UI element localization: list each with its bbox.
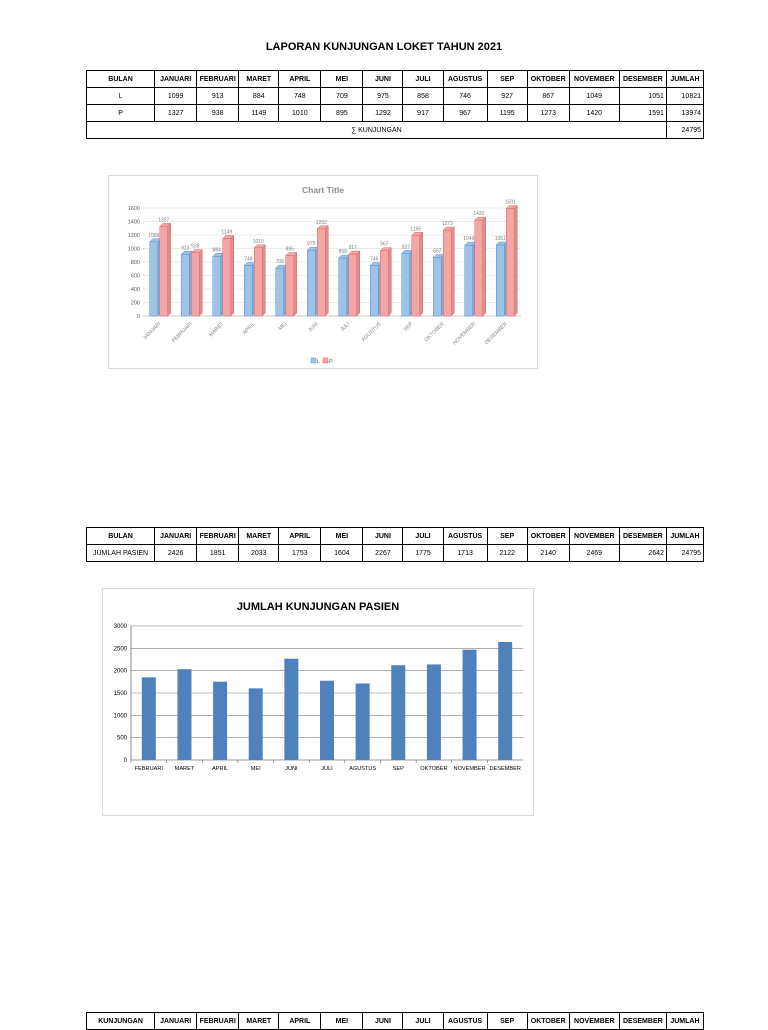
data-label: 975 xyxy=(307,241,316,248)
bar-L xyxy=(307,250,315,316)
chart-visits-by-gender-svg xyxy=(109,176,537,368)
table-cell: 927 xyxy=(487,88,527,105)
table-row xyxy=(87,88,704,105)
legend-swatch xyxy=(323,358,328,363)
table-cell: 1292 xyxy=(363,105,403,122)
x-tick-label: MARET xyxy=(174,766,195,772)
chart-title: Chart Title xyxy=(302,185,344,195)
bar-L xyxy=(339,258,347,316)
table-cell: SEP xyxy=(487,71,527,88)
bar-side xyxy=(168,223,171,316)
bar xyxy=(213,682,227,760)
table-cell: 1753 xyxy=(279,545,321,562)
table-cell: 2267 xyxy=(363,545,403,562)
total-row xyxy=(87,122,704,139)
x-tick-label: FEBRUARI xyxy=(170,321,194,344)
table-cell: MARET xyxy=(239,1013,279,1030)
total-value: 24795 xyxy=(666,122,703,139)
y-tick-label: 400 xyxy=(130,287,140,293)
table-cell: BULAN xyxy=(87,528,155,545)
bar-side xyxy=(483,217,486,316)
bar-P xyxy=(160,226,168,316)
table-cell: SEP xyxy=(487,528,527,545)
x-tick-label: MEI xyxy=(250,766,261,772)
table-cell: 1195 xyxy=(487,105,527,122)
bar-side xyxy=(231,235,234,316)
table-cell: APRIL xyxy=(279,528,321,545)
table-visits-by-gender xyxy=(86,70,704,139)
table-cell: APRIL xyxy=(279,71,321,88)
bar-L xyxy=(465,245,473,316)
table-cell: 1327 xyxy=(155,105,197,122)
x-tick-label: JUNI xyxy=(285,766,298,772)
data-label: 1273 xyxy=(441,221,453,228)
data-label: 1149 xyxy=(221,229,233,236)
x-tick-label: AGUSTUS xyxy=(349,766,377,772)
data-label: 895 xyxy=(285,246,294,253)
bar-side xyxy=(199,250,202,316)
table-cell: JULI xyxy=(403,71,443,88)
data-label: 1292 xyxy=(315,219,327,226)
bar-L xyxy=(433,257,441,316)
x-tick-label: JULI xyxy=(339,321,352,333)
table-cell: SEP xyxy=(487,1013,527,1030)
data-label: 1591 xyxy=(504,199,516,206)
x-tick-label: JULI xyxy=(321,766,333,772)
table-cell: 1099 xyxy=(155,88,197,105)
table-cell: 913 xyxy=(197,88,239,105)
bar xyxy=(356,683,370,760)
bar-P xyxy=(254,248,262,316)
bar xyxy=(177,669,191,760)
table-cell: MEI xyxy=(321,528,363,545)
table-cell: 1713 xyxy=(443,545,487,562)
x-tick-label: DESEMBER xyxy=(483,321,509,347)
bar xyxy=(249,688,263,760)
table-cell: 10821 xyxy=(666,88,703,105)
x-tick-label: NOVEMBER xyxy=(451,321,478,347)
data-label: 1420 xyxy=(473,211,485,218)
x-tick-label: SEP xyxy=(392,766,404,772)
table-cell: 1010 xyxy=(279,105,321,122)
bar-L xyxy=(181,254,189,316)
table-cell: FEBRUARI xyxy=(197,1013,239,1030)
table-cell: JULI xyxy=(403,528,443,545)
table-cell: JUMLAH xyxy=(666,71,703,88)
table-cell: DESEMBER xyxy=(619,528,666,545)
table-cell: 24795 xyxy=(666,545,703,562)
bar-side xyxy=(514,206,517,316)
chart-patient-visits-svg xyxy=(103,589,533,815)
x-tick-label: MEI xyxy=(277,321,289,332)
y-tick-label: 2500 xyxy=(113,646,127,653)
x-tick-label: OKTOBER xyxy=(423,321,446,344)
chart-visits-by-gender xyxy=(108,175,538,369)
x-tick-label: AGUSTUS xyxy=(360,321,383,344)
bar-L xyxy=(244,266,252,316)
y-tick-label: 500 xyxy=(116,735,127,742)
y-tick-label: 1000 xyxy=(127,246,140,253)
bar xyxy=(142,677,156,760)
data-label: 913 xyxy=(181,245,190,252)
table-cell: 1775 xyxy=(403,545,443,562)
legend-swatch xyxy=(311,358,316,363)
bar-side xyxy=(420,232,423,316)
table-cell: 709 xyxy=(321,88,363,105)
x-tick-label: NOVEMBER xyxy=(453,766,486,772)
bar-side xyxy=(388,248,391,316)
table-cell: NOVEMBER xyxy=(569,71,619,88)
table-cell: 1420 xyxy=(569,105,619,122)
x-tick-label: FEBRUARI xyxy=(134,766,163,772)
bar-L xyxy=(370,266,378,316)
bar-P xyxy=(380,251,388,316)
data-label: 1327 xyxy=(158,217,170,224)
data-label: 884 xyxy=(212,247,221,254)
table-cell: NOVEMBER xyxy=(569,1013,619,1030)
table-cell: FEBRUARI xyxy=(197,71,239,88)
data-label: 938 xyxy=(191,243,200,250)
data-label: 746 xyxy=(370,256,379,263)
table-visits xyxy=(86,1012,704,1030)
chart-patient-visits xyxy=(102,588,534,816)
bar xyxy=(463,650,477,760)
table-cell: OKTOBER xyxy=(527,1013,569,1030)
table-cell: APRIL xyxy=(279,1013,321,1030)
bar xyxy=(391,665,405,760)
table-cell: AGUSTUS xyxy=(443,71,487,88)
table-row xyxy=(87,105,704,122)
table-cell: 858 xyxy=(403,88,443,105)
table-cell: JUNI xyxy=(363,528,403,545)
bar-L xyxy=(213,256,221,316)
table-cell: 1591 xyxy=(619,105,666,122)
table-cell: OKTOBER xyxy=(527,71,569,88)
bar-side xyxy=(357,251,360,316)
bar-P xyxy=(317,229,325,316)
bar-P xyxy=(412,235,420,316)
chart-title: JUMLAH KUNJUNGAN PASIEN xyxy=(236,601,400,613)
table-cell: JANUARI xyxy=(155,528,197,545)
data-label: 1099 xyxy=(148,232,160,239)
table-cell: 1049 xyxy=(569,88,619,105)
bar-P xyxy=(506,209,514,316)
table-cell: AGUSTUS xyxy=(443,528,487,545)
y-tick-label: 1000 xyxy=(113,713,127,720)
y-tick-label: 3000 xyxy=(113,624,127,630)
table-cell: 746 xyxy=(443,88,487,105)
table-cell: 1851 xyxy=(197,545,239,562)
bar-L xyxy=(150,242,158,316)
x-tick-label: JUNI xyxy=(307,321,320,334)
y-tick-label: 800 xyxy=(130,260,140,266)
bar xyxy=(284,659,298,760)
table-cell: JUMLAH xyxy=(666,1013,703,1030)
x-tick-label: SEP xyxy=(402,321,415,333)
bar xyxy=(320,681,334,760)
y-tick-label: 1200 xyxy=(127,233,140,239)
table-cell: 975 xyxy=(363,88,403,105)
table-cell: FEBRUARI xyxy=(197,528,239,545)
table-header-row xyxy=(87,1013,704,1030)
table-cell: BULAN xyxy=(87,71,155,88)
y-tick-label: 0 xyxy=(136,314,140,320)
table-cell: JUMLAH PASIEN xyxy=(87,545,155,562)
data-label: 967 xyxy=(380,241,389,248)
data-label: 858 xyxy=(338,249,347,256)
table-cell: 1051 xyxy=(619,88,666,105)
table-cell: 13974 xyxy=(666,105,703,122)
table-cell: 2140 xyxy=(527,545,569,562)
data-label: 1195 xyxy=(410,226,422,233)
data-label: 709 xyxy=(275,259,284,266)
table-cell: JUNI xyxy=(363,1013,403,1030)
table-cell: JANUARI xyxy=(155,1013,197,1030)
table-cell: OKTOBER xyxy=(527,528,569,545)
table-cell: DESEMBER xyxy=(619,1013,666,1030)
data-label: 917 xyxy=(348,245,357,252)
bar-side xyxy=(451,227,454,316)
legend-label: P xyxy=(329,359,333,365)
table-cell: MEI xyxy=(321,1013,363,1030)
table-cell: 2033 xyxy=(239,545,279,562)
table-cell: 917 xyxy=(403,105,443,122)
table-cell: 1604 xyxy=(321,545,363,562)
table-cell: 1149 xyxy=(239,105,279,122)
bar-L xyxy=(276,268,284,316)
bar-L xyxy=(496,245,504,316)
data-label: 1010 xyxy=(252,238,264,245)
table-header-row xyxy=(87,71,704,88)
table-cell: AGUSTUS xyxy=(443,1013,487,1030)
report-title: LAPORAN KUNJUNGAN LOKET TAHUN 2021 xyxy=(265,41,503,53)
table-cell: 2469 xyxy=(569,545,619,562)
data-label: 867 xyxy=(433,248,442,255)
bar-L xyxy=(402,253,410,316)
table-cell: KUNJUNGAN xyxy=(87,1013,155,1030)
table-cell: MEI xyxy=(321,71,363,88)
x-tick-label: JANUARI xyxy=(142,321,163,342)
table-cell: 748 xyxy=(279,88,321,105)
table-cell: P xyxy=(87,105,155,122)
table-cell: JANUARI xyxy=(155,71,197,88)
table-cell: 1273 xyxy=(527,105,569,122)
table-cell: DESEMBER xyxy=(619,71,666,88)
data-label: 1051 xyxy=(494,236,506,243)
table-row xyxy=(87,545,704,562)
bar-side xyxy=(294,253,297,316)
y-tick-label: 600 xyxy=(130,273,140,280)
bar xyxy=(427,664,441,760)
x-tick-label: DESEMBER xyxy=(489,766,521,772)
bar xyxy=(498,642,512,760)
bar-side xyxy=(262,245,265,316)
table-cell: L xyxy=(87,88,155,105)
legend-label: L xyxy=(317,359,321,365)
bar-P xyxy=(191,253,199,316)
table-cell: JUNI xyxy=(363,71,403,88)
data-label: 748 xyxy=(244,256,253,263)
table-cell: 895 xyxy=(321,105,363,122)
table-cell: 2122 xyxy=(487,545,527,562)
y-tick-label: 0 xyxy=(123,758,127,764)
data-label: 927 xyxy=(401,244,410,251)
table-cell: 884 xyxy=(239,88,279,105)
y-tick-label: 1400 xyxy=(127,219,140,226)
table-cell: MARET xyxy=(239,71,279,88)
total-label: ∑ KUNJUNGAN xyxy=(87,122,667,139)
x-tick-label: APRIL xyxy=(212,766,229,772)
table-cell: JULI xyxy=(403,1013,443,1030)
table-cell: NOVEMBER xyxy=(569,528,619,545)
data-label: 1049 xyxy=(463,236,475,243)
bar-P xyxy=(223,238,231,316)
y-tick-label: 200 xyxy=(130,300,140,307)
x-tick-label: OKTOBER xyxy=(420,766,448,772)
table-cell: 967 xyxy=(443,105,487,122)
table-cell: 938 xyxy=(197,105,239,122)
table-cell: MARET xyxy=(239,528,279,545)
y-tick-label: 1500 xyxy=(113,691,127,697)
y-tick-label: 2000 xyxy=(113,668,127,675)
bar-P xyxy=(475,220,483,316)
x-tick-label: APRIL xyxy=(241,321,257,337)
table-patient-totals xyxy=(86,527,704,562)
bar-P xyxy=(443,230,451,316)
x-tick-label: MARET xyxy=(208,321,226,339)
table-cell: JUMLAH xyxy=(666,528,703,545)
table-header-row xyxy=(87,528,704,545)
table-cell: 867 xyxy=(527,88,569,105)
bar-P xyxy=(349,254,357,316)
bar-side xyxy=(325,226,328,316)
y-tick-label: 1600 xyxy=(127,206,140,212)
table-cell: 2426 xyxy=(155,545,197,562)
bar-P xyxy=(286,256,294,316)
table-cell: 2642 xyxy=(619,545,666,562)
